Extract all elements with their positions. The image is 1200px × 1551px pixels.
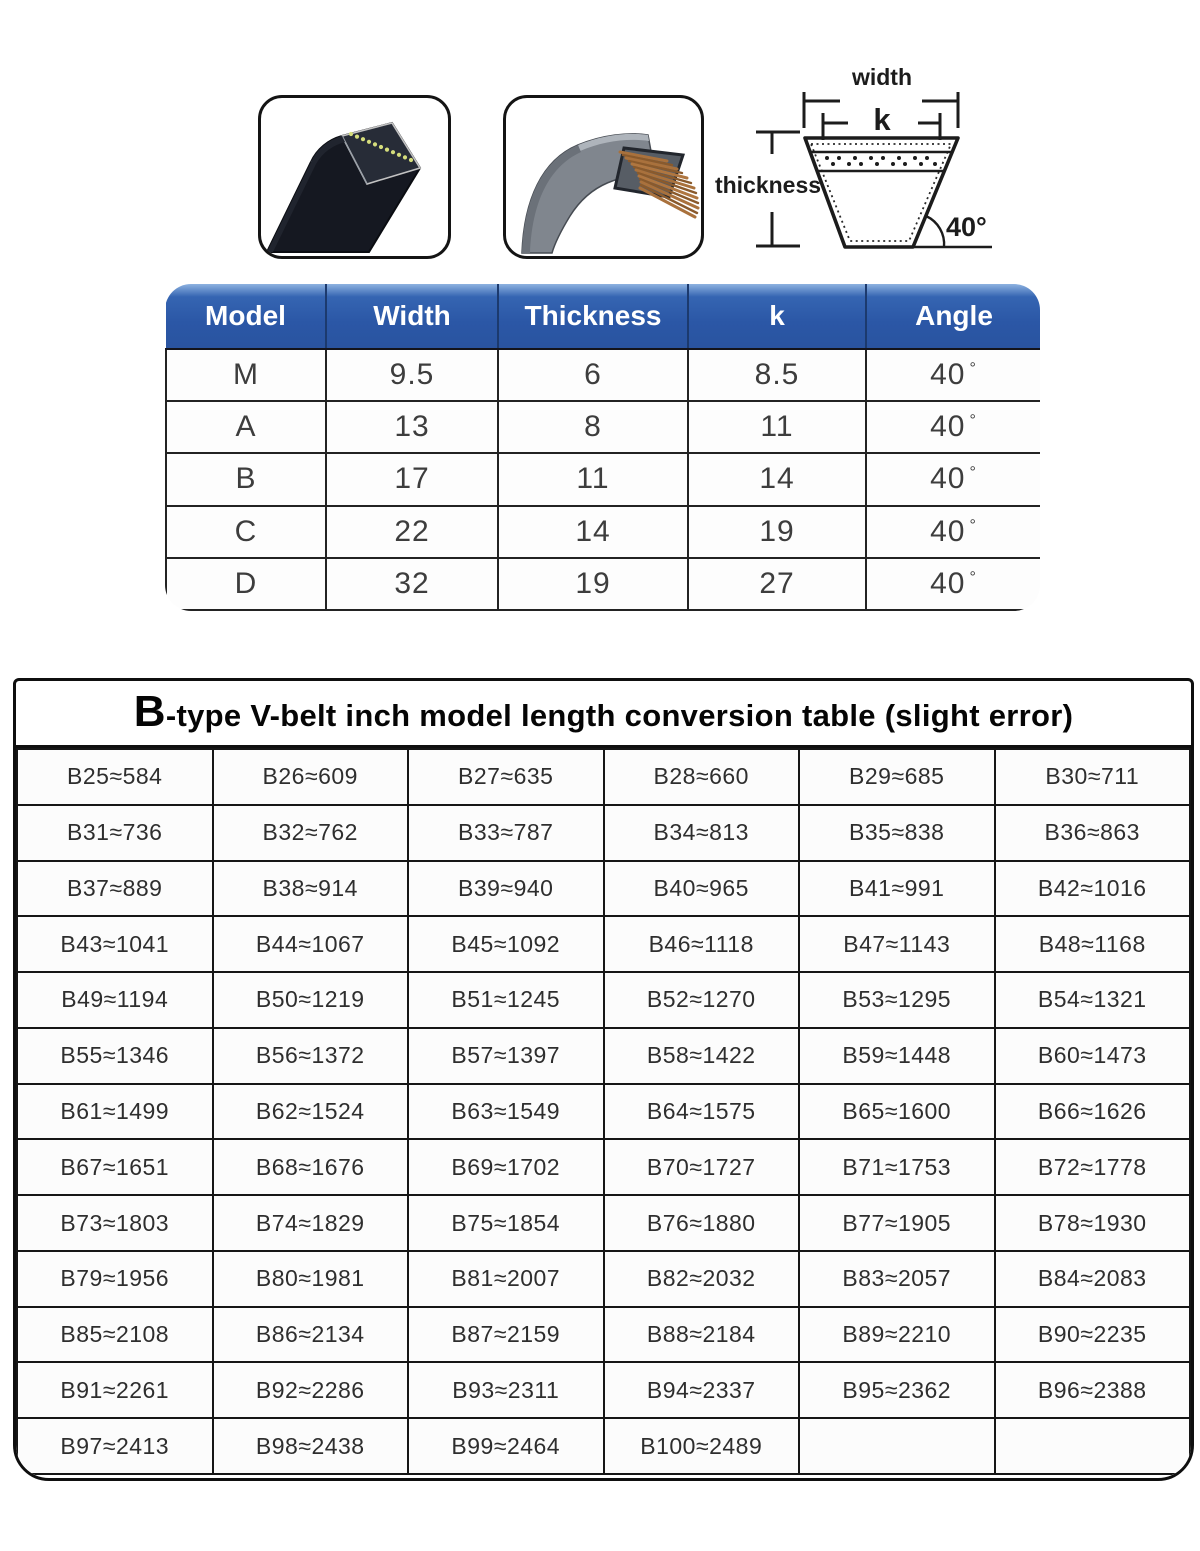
conversion-cell: B39≈940	[408, 861, 604, 917]
conversion-cell: B40≈965	[604, 861, 800, 917]
conversion-cell: B44≈1067	[213, 916, 409, 972]
angle-label: 40°	[946, 212, 987, 242]
conversion-cell: B51≈1245	[408, 972, 604, 1028]
conversion-cell: B57≈1397	[408, 1028, 604, 1084]
spec-header-angle: Angle	[866, 284, 1040, 349]
conversion-cell: B28≈660	[604, 749, 800, 805]
conversion-cell: B47≈1143	[799, 916, 995, 972]
conversion-cell: B61≈1499	[17, 1084, 213, 1140]
conversion-cell: B52≈1270	[604, 972, 800, 1028]
spec-cell: 14	[498, 506, 688, 558]
conversion-cell: B99≈2464	[408, 1418, 604, 1474]
conversion-cell: B26≈609	[213, 749, 409, 805]
conversion-cell: B48≈1168	[995, 916, 1191, 972]
conversion-cell: B46≈1118	[604, 916, 800, 972]
conversion-cell: B79≈1956	[17, 1251, 213, 1307]
conversion-cell: B75≈1854	[408, 1195, 604, 1251]
conversion-cell: B98≈2438	[213, 1418, 409, 1474]
spec-cell: 9.5	[326, 349, 498, 401]
width-dimension-label: width	[851, 64, 913, 90]
conversion-row	[17, 1028, 1190, 1084]
conversion-cell: B87≈2159	[408, 1307, 604, 1363]
conversion-cell: B34≈813	[604, 805, 800, 861]
conversion-cell: B74≈1829	[213, 1195, 409, 1251]
conversion-table-title	[16, 681, 1191, 748]
conversion-cell: B73≈1803	[17, 1195, 213, 1251]
spec-cell: 14	[688, 453, 866, 505]
conversion-cell: B100≈2489	[604, 1418, 800, 1474]
angle-value: 40	[930, 410, 966, 444]
conversion-cell: B25≈584	[17, 749, 213, 805]
v-belt-tensile-cords-photo	[503, 95, 704, 259]
v-belt-dimension-diagram	[700, 40, 1000, 272]
conversion-cell	[799, 1418, 995, 1474]
conversion-row	[17, 972, 1190, 1028]
conversion-cell: B72≈1778	[995, 1139, 1191, 1195]
conversion-cell: B31≈736	[17, 805, 213, 861]
degree-symbol: °	[969, 464, 977, 482]
spec-header-model: Model	[166, 284, 326, 349]
conversion-cell: B64≈1575	[604, 1084, 800, 1140]
conversion-cell: B54≈1321	[995, 972, 1191, 1028]
degree-symbol: °	[969, 568, 977, 586]
spec-cell: B	[166, 453, 326, 505]
conversion-row	[17, 1251, 1190, 1307]
conversion-cell: B90≈2235	[995, 1307, 1191, 1363]
spec-header-k: k	[688, 284, 866, 349]
conversion-cell: B35≈838	[799, 805, 995, 861]
spec-header-thickness: Thickness	[498, 284, 688, 349]
spec-cell: 8	[498, 401, 688, 453]
thickness-dimension-label: thickness	[714, 172, 822, 198]
conversion-cell: B60≈1473	[995, 1028, 1191, 1084]
conversion-cell: B82≈2032	[604, 1251, 800, 1307]
degree-symbol: °	[969, 412, 977, 430]
conversion-cell: B36≈863	[995, 805, 1191, 861]
conversion-cell: B68≈1676	[213, 1139, 409, 1195]
angle-value: 40	[930, 358, 966, 392]
spec-cell: 19	[688, 506, 866, 558]
spec-cell: 19	[498, 558, 688, 610]
conversion-cell: B62≈1524	[213, 1084, 409, 1140]
conversion-cell: B66≈1626	[995, 1084, 1191, 1140]
spec-cell: C	[166, 506, 326, 558]
conversion-cell: B81≈2007	[408, 1251, 604, 1307]
conversion-cell: B41≈991	[799, 861, 995, 917]
spec-row-A	[166, 401, 1040, 453]
conversion-cell: B63≈1549	[408, 1084, 604, 1140]
conversion-cell: B85≈2108	[17, 1307, 213, 1363]
spec-cell: 8.5	[688, 349, 866, 401]
conversion-cell: B71≈1753	[799, 1139, 995, 1195]
conversion-cell: B65≈1600	[799, 1084, 995, 1140]
conversion-row	[17, 805, 1190, 861]
conversion-cell: B80≈1981	[213, 1251, 409, 1307]
conversion-cell: B69≈1702	[408, 1139, 604, 1195]
conversion-cell: B53≈1295	[799, 972, 995, 1028]
spec-cell-angle	[866, 558, 1040, 610]
angle-value: 40	[930, 566, 966, 600]
k-dimension-label: k	[873, 102, 891, 137]
conversion-cell	[995, 1418, 1191, 1474]
conversion-row	[17, 1195, 1190, 1251]
spec-cell-angle	[866, 453, 1040, 505]
conversion-cell: B78≈1930	[995, 1195, 1191, 1251]
spec-cell: 6	[498, 349, 688, 401]
conversion-cell: B89≈2210	[799, 1307, 995, 1363]
conversion-cell: B58≈1422	[604, 1028, 800, 1084]
spec-cell-angle	[866, 401, 1040, 453]
v-belt-black-section-photo	[258, 95, 451, 259]
conversion-row	[17, 861, 1190, 917]
title-text: -type V-belt inch model length conversion table (slight error)	[165, 698, 1074, 733]
conversion-cell: B56≈1372	[213, 1028, 409, 1084]
conversion-cell: B27≈635	[408, 749, 604, 805]
spec-row-B	[166, 453, 1040, 505]
spec-cell: 13	[326, 401, 498, 453]
conversion-cell: B59≈1448	[799, 1028, 995, 1084]
degree-symbol: °	[969, 516, 977, 534]
conversion-cell: B97≈2413	[17, 1418, 213, 1474]
conversion-cell: B50≈1219	[213, 972, 409, 1028]
conversion-cell: B84≈2083	[995, 1251, 1191, 1307]
spec-cell: 22	[326, 506, 498, 558]
conversion-cell: B70≈1727	[604, 1139, 800, 1195]
conversion-cell: B49≈1194	[17, 972, 213, 1028]
conversion-cell: B38≈914	[213, 861, 409, 917]
conversion-cell: B88≈2184	[604, 1307, 800, 1363]
model-spec-table	[165, 284, 1040, 611]
conversion-cell: B92≈2286	[213, 1362, 409, 1418]
conversion-cell: B93≈2311	[408, 1362, 604, 1418]
conversion-cell: B77≈1905	[799, 1195, 995, 1251]
conversion-cell: B30≈711	[995, 749, 1191, 805]
spec-row-C	[166, 506, 1040, 558]
conversion-row	[17, 1362, 1190, 1418]
conversion-cell: B86≈2134	[213, 1307, 409, 1363]
conversion-cell: B42≈1016	[995, 861, 1191, 917]
conversion-cell: B91≈2261	[17, 1362, 213, 1418]
conversion-cell: B96≈2388	[995, 1362, 1191, 1418]
conversion-cell: B55≈1346	[17, 1028, 213, 1084]
conversion-row	[17, 1307, 1190, 1363]
conversion-cell: B76≈1880	[604, 1195, 800, 1251]
conversion-cell: B45≈1092	[408, 916, 604, 972]
v-belt-photo-drawing	[261, 98, 448, 256]
conversion-row	[17, 749, 1190, 805]
conversion-cell: B95≈2362	[799, 1362, 995, 1418]
spec-cell: 11	[498, 453, 688, 505]
angle-value: 40	[930, 462, 966, 496]
spec-header-row	[166, 284, 1040, 349]
spec-row-D	[166, 558, 1040, 610]
spec-cell: 32	[326, 558, 498, 610]
conversion-cell: B43≈1041	[17, 916, 213, 972]
conversion-cell: B67≈1651	[17, 1139, 213, 1195]
spec-cell-angle	[866, 349, 1040, 401]
conversion-table	[13, 678, 1194, 1481]
conversion-row	[17, 1139, 1190, 1195]
spec-cell: M	[166, 349, 326, 401]
conversion-row	[17, 916, 1190, 972]
spec-cell-angle	[866, 506, 1040, 558]
conversion-cell: B94≈2337	[604, 1362, 800, 1418]
spec-cell: 11	[688, 401, 866, 453]
spec-cell: A	[166, 401, 326, 453]
angle-value: 40	[930, 514, 966, 548]
conversion-cell: B37≈889	[17, 861, 213, 917]
conversion-cell: B32≈762	[213, 805, 409, 861]
spec-row-M	[166, 349, 1040, 401]
conversion-cell: B83≈2057	[799, 1251, 995, 1307]
spec-header-width: Width	[326, 284, 498, 349]
title-letter-b: B	[133, 687, 166, 736]
conversion-row	[17, 1084, 1190, 1140]
conversion-cell: B29≈685	[799, 749, 995, 805]
degree-symbol: °	[969, 360, 977, 378]
conversion-row	[17, 1418, 1190, 1474]
spec-cell: D	[166, 558, 326, 610]
spec-cell: 17	[326, 453, 498, 505]
spec-cell: 27	[688, 558, 866, 610]
conversion-cell: B33≈787	[408, 805, 604, 861]
v-belt-cords-drawing	[506, 98, 701, 256]
